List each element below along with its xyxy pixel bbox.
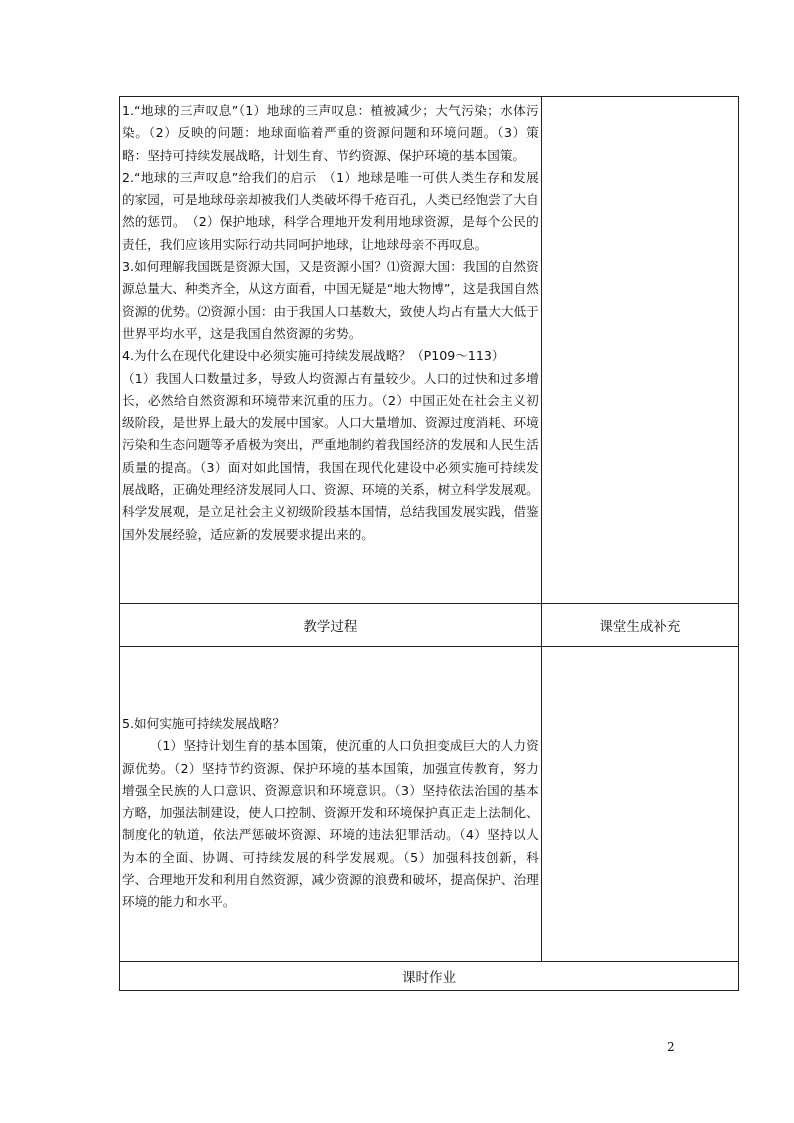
content-text-block bbox=[120, 97, 541, 546]
header-teaching-process: 教学过程 bbox=[120, 604, 542, 647]
paragraph-earth-lessons: 2.“地球的三声叹息”给我们的启示 （1）地球是唯一可供人类生存和发展的家园，可是地球母亲却被我们人类破坏得千疮百孔，人类已经饱尝了大自然的惩罚。 （2）保护地球，科学合理地开发利用地球资源，是每个公民的责任，我们应该用实际行动共同呵护地球，让地球母亲不再叹息。 bbox=[122, 169, 539, 252]
content-row-1 bbox=[120, 97, 739, 604]
content-cell-side bbox=[541, 97, 738, 604]
paragraph-earth-sighs: 1.“地球的三声叹息”（1）地球的三声叹息：植被减少；大气污染；水体污染。（2）反映的问题：地球面临着严重的资源问题和环境问题。（3）策略：坚持可持续发展战略，计划生育、节约资源、保护环境的基本国策。 bbox=[122, 103, 539, 163]
content-cell-main bbox=[120, 97, 542, 604]
header-row bbox=[120, 604, 739, 647]
content-text-block-2 bbox=[120, 647, 541, 914]
content-cell-main-2 bbox=[120, 647, 542, 962]
paragraph-question-5: 5.如何实施可持续发展战略？ bbox=[122, 716, 286, 731]
content-row-2 bbox=[120, 647, 739, 962]
header-class-supplement: 课堂生成补充 bbox=[541, 604, 738, 647]
homework-label: 课时作业 bbox=[120, 962, 739, 991]
lesson-plan-table bbox=[119, 96, 739, 991]
paragraph-resource-country: 3.如何理解我国既是资源大国，又是资源小国？⑴资源大国：我国的自然资源总量大、种类齐全，从这方面看，中国无疑是“地大物博”，这是我国自然资源的优势。⑵资源小国：由于我国人口基数大，致使人均占有量大大低于世界平均水平，这是我国自然资源的劣势。 bbox=[122, 259, 539, 341]
paragraph-answer-4: （1）我国人口数量过多，导致人均资源占有量较少。人口的过快和过多增长，必然给自然资源和环境带来沉重的压力。（2）中国正处在社会主义初级阶段，是世界上最大的发展中国家。人口大量增加、资源过度消耗、环境污染和生态问题等矛盾极为突出，严重地制约着我国经济的发展和人民生活质量的提高。（3）面对如此国情，我国在现代化建设中必须实施可持续发展战略，正确处理经济发展同人口、资源、环境的关系，树立科学发展观。科学发展观，是立足社会主义初级阶段基本国情，总结我国发展实践，借鉴国外发展经验，适应新的发展要求提出来的。 bbox=[122, 370, 539, 542]
paragraph-question-4: 4.为什么在现代化建设中必须实施可持续发展战略？（P109～113） bbox=[122, 348, 505, 364]
content-cell-side-2 bbox=[541, 647, 738, 962]
paragraph-answer-5: （1）坚持计划生育的基本国策，使沉重的人口负担变成巨大的人力资源优势。（2）坚持节约资源、保护环境的基本国策，加强宣传教育，努力增强全民族的人口意识、资源意识和环境意识。（3）坚持依法治国的基本方略，加强法制建设，使人口控制、资源开发和环境保护真正走上法制化、制度化的轨道，依法严惩破坏资源、环境的违法犯罪活动。（4）坚持以人为本的全面、协调、可持续发展的科学发展观。（5）加强科技创新，科学、合理地开发和利用自然资源，减少资源的浪费和破坏，提高保护、治理环境的能力和水平。 bbox=[122, 738, 539, 910]
page-number: 2 bbox=[667, 1040, 675, 1054]
footer-row bbox=[120, 962, 739, 991]
